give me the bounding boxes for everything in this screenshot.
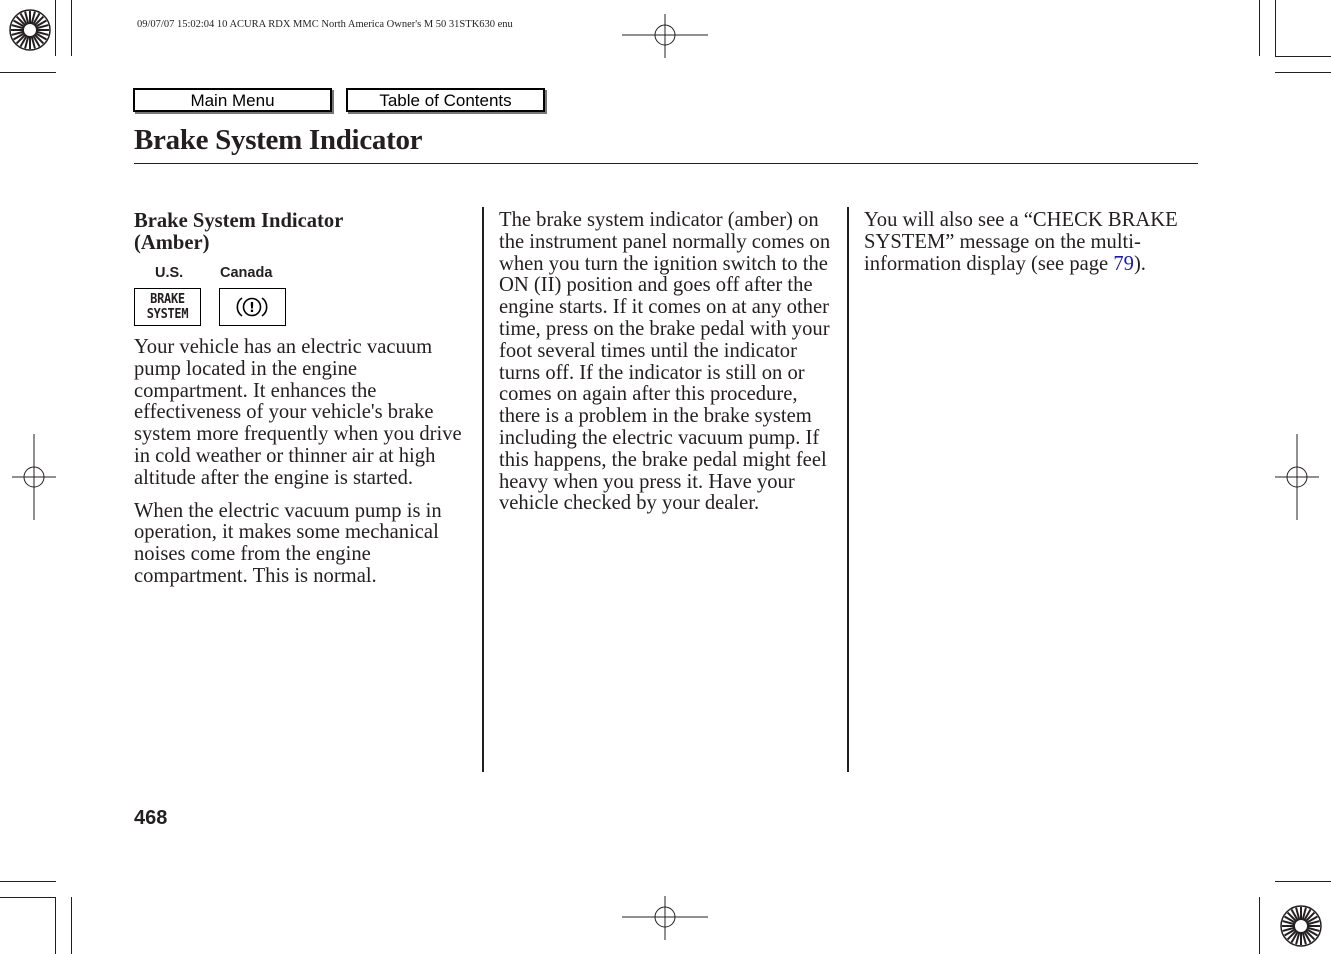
page-title: Brake System Indicator <box>134 124 423 156</box>
crop-mark <box>1259 0 1260 56</box>
warning-exclamation: ! <box>249 301 255 316</box>
label-us: U.S. <box>155 265 184 281</box>
column-1-text <box>134 337 470 588</box>
crop-mark <box>55 0 56 56</box>
crosshair-mark-top <box>622 14 708 58</box>
brake-system-text-icon <box>134 288 201 326</box>
crop-mark <box>0 881 56 882</box>
paragraph: The brake system indicator (amber) on the instrument panel normally comes on when you turn the ignition switch to the ON (II) position and goes off after the engine starts. If it comes on at any other time, press on the brake pedal with your foot several times until the indicator turns off. If the indicator is still on or comes on again after this procedure, there is a problem in the brake system including the electric vacuum pump. If this happens, the brake pedal might feel heavy when you press it. Have your vehicle checked by your dealer. <box>499 209 831 515</box>
column-2-text <box>499 210 835 515</box>
page-number: 468 <box>134 807 168 829</box>
text-run: ). <box>1133 252 1146 275</box>
section-heading <box>134 210 464 254</box>
paragraph: Your vehicle has an electric vacuum pump located in the engine compartment. It enhances the effectiveness of your vehicle's brake system more frequently when you drive in cold weather or thinner air at high altitude after the engine is started. <box>134 336 462 489</box>
section-heading-line: Brake System Indicator <box>134 210 344 232</box>
crosshair-mark-left <box>12 434 56 520</box>
indicator-text-line: BRAKE <box>150 292 185 307</box>
column-divider <box>847 207 849 772</box>
label-canada: Canada <box>220 265 273 281</box>
crop-mark <box>71 897 72 954</box>
column-3-text <box>864 210 1194 275</box>
brake-warning-symbol <box>220 289 284 324</box>
crosshair-mark-bottom <box>622 896 708 940</box>
crop-mark <box>1275 0 1276 56</box>
crosshair-mark-right <box>1275 434 1319 520</box>
column-divider <box>482 207 484 772</box>
indicator-text <box>138 289 198 322</box>
main-menu-button[interactable]: Main Menu <box>133 88 332 112</box>
print-info: 09/07/07 15:02:04 10 ACURA RDX MMC North America Owner's M 50 31STK630 enu <box>137 19 513 30</box>
paragraph: When the electric vacuum pump is in operation, it makes some mechanical noises come from the engine compartment. This is normal. <box>134 499 442 587</box>
crop-mark <box>0 897 56 898</box>
table-of-contents-button[interactable]: Table of Contents <box>346 88 545 112</box>
crop-mark <box>55 897 56 954</box>
crop-mark <box>1275 72 1331 73</box>
page-reference-link[interactable]: 79 <box>1113 252 1134 275</box>
crop-mark <box>1259 897 1260 954</box>
registration-mark-top-left <box>8 8 52 52</box>
text-run: You will also see a “CHECK BRAKE SYSTEM” message on the multi-information display (see page <box>864 209 1178 275</box>
indicator-text-line: SYSTEM <box>146 307 189 322</box>
paragraph <box>864 210 1194 275</box>
registration-mark-bottom-right <box>1279 904 1323 948</box>
crop-mark <box>0 72 56 73</box>
brake-warning-circle-icon <box>219 288 286 326</box>
crop-mark <box>1275 881 1331 882</box>
crop-mark <box>1275 56 1331 57</box>
section-heading-line: (Amber) <box>134 232 210 254</box>
crop-mark <box>71 0 72 56</box>
title-divider <box>134 163 1198 164</box>
